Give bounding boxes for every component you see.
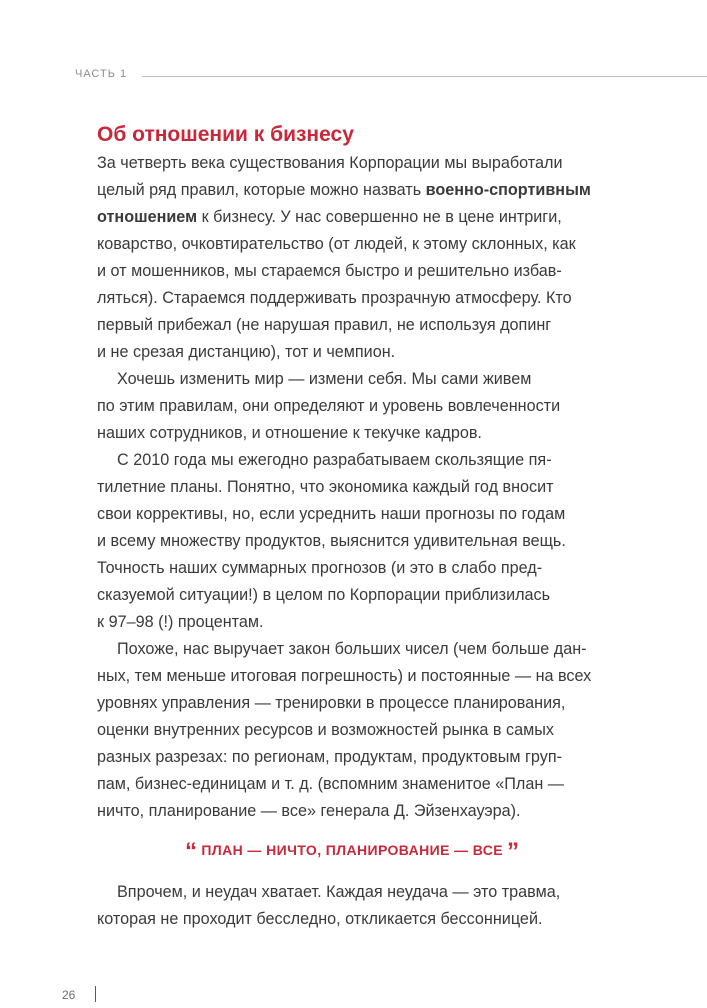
page-content: [97, 120, 657, 933]
text-line: С 2010 года мы ежегодно разрабатываем скользящие пя-: [117, 451, 552, 469]
text-run: к бизнесу. У нас совершенно не в цене интриги,: [201, 208, 562, 226]
text-run: целый ряд правил, которые можно назвать: [97, 181, 422, 199]
text-line: которая не проходит бесследно, откликается бессонницей.: [97, 910, 543, 928]
paragraph-4: [97, 636, 657, 825]
text-line: пам, бизнес-единицам и т. д. (вспомним знаменитое «План —: [97, 775, 564, 793]
part-label: ЧАСТЬ 1: [75, 68, 128, 80]
close-quote-mark: ”: [507, 838, 520, 865]
text-line: Хочешь изменить мир — измени себя. Мы сами живем: [117, 370, 532, 388]
text-line: Точность наших суммарных прогнозов (и это в слабо пред-: [97, 559, 543, 577]
text-line: и не срезая дистанцию), тот и чемпион.: [97, 343, 396, 361]
text-line: к 97–98 (!) процентам.: [97, 613, 264, 631]
text-line: уровнях управления — тренировки в процессе планирования,: [97, 694, 566, 712]
header-divider: [142, 76, 707, 77]
text-line: За четверть века существования Корпорации мы выработали: [97, 154, 563, 172]
text-line: Впрочем, и неудач хватает. Каждая неудача — это травма,: [117, 883, 561, 901]
text-line: свои коррективы, но, если усреднить наши прогнозы по годам: [97, 505, 566, 523]
open-quote-mark: “: [185, 838, 198, 865]
paragraph-5: [97, 879, 657, 933]
paragraph-2: [97, 366, 657, 447]
text-line: сказуемой ситуации!) в целом по Корпорации приблизилась: [97, 586, 551, 604]
running-header: [75, 68, 707, 88]
text-line: ляться). Стараемся поддерживать прозрачную атмосферу. Кто: [97, 289, 572, 307]
paragraph-1: [97, 150, 657, 366]
bold-phrase: военно-спортивным: [425, 181, 591, 199]
text-line: и всему множеству продуктов, выяснится удивительная вещь.: [97, 532, 566, 550]
text-line: наших сотрудников, и отношение к текучке кадров.: [97, 424, 482, 442]
text-line: первый прибежал (не нарушая правил, не используя допинг: [97, 316, 552, 334]
text-line: тилетние планы. Понятно, что экономика каждый год вносит: [97, 478, 554, 496]
bold-phrase: отношением: [97, 208, 198, 226]
text-line: ных, тем меньше итоговая погрешность) и постоянные — на всех: [97, 667, 592, 685]
text-line: разных разрезах: по регионам, продуктам, продуктовым груп-: [97, 748, 562, 766]
page-number: 26: [62, 988, 76, 1002]
text-line: Похоже, нас выручает закон больших чисел (чем больше дан-: [117, 640, 587, 658]
text-line: и от мошенников, мы стараемся быстро и решительно избав-: [97, 262, 562, 280]
text-line: оценки внутренних ресурсов и возможностей рынка в самых: [97, 721, 554, 739]
section-title: Об отношении к бизнесу: [97, 123, 354, 146]
text-line: [97, 177, 657, 204]
pull-quote-text: ПЛАН — НИЧТО, ПЛАНИРОВАНИЕ — ВСЕ: [201, 842, 504, 858]
text-line: ничто, планирование — все» генерала Д. Эйзенхауэра).: [97, 802, 521, 820]
pull-quote: [97, 837, 657, 865]
text-line: по этим правилам, они определяют и уровень вовлеченности: [97, 397, 561, 415]
text-line: коварство, очковтирательство (от людей, к этому склонных, как: [97, 235, 576, 253]
text-line: [97, 204, 657, 231]
paragraph-3: [97, 447, 657, 636]
